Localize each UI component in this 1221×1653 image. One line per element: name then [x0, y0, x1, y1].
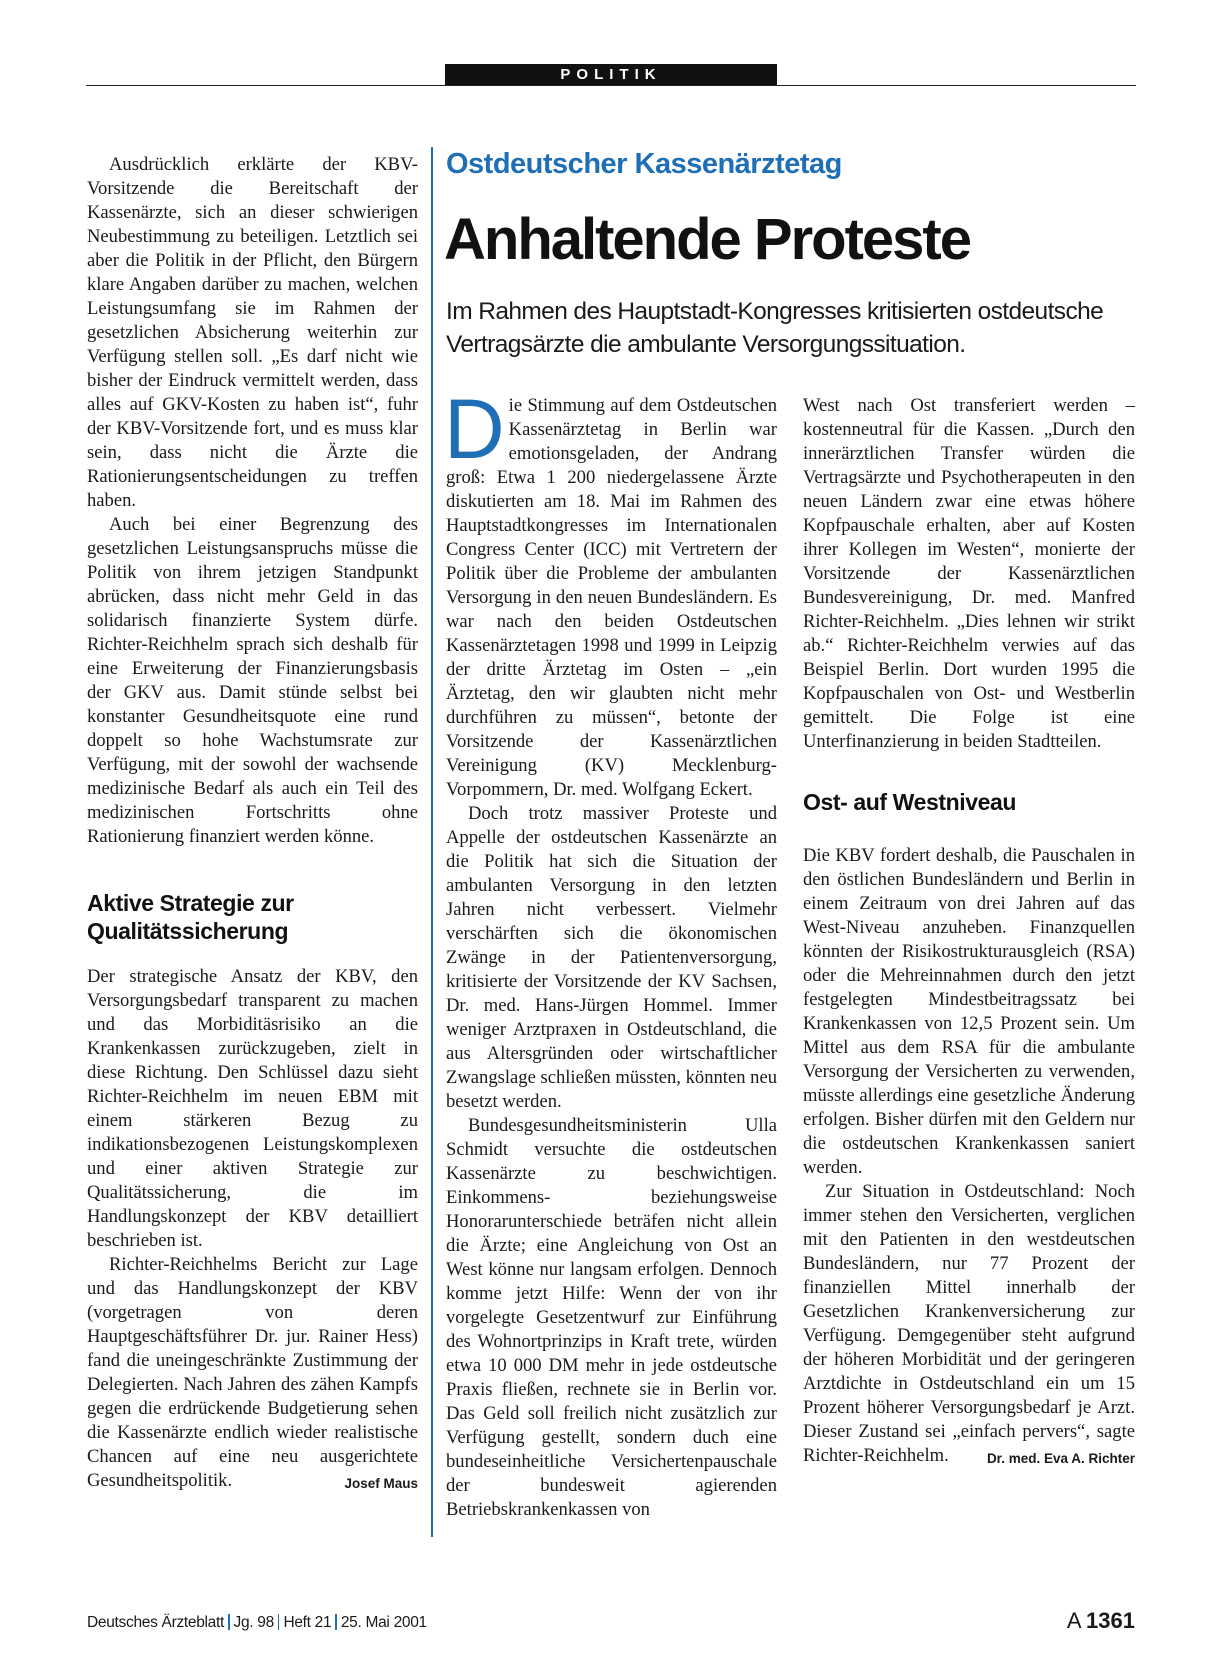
header-rule	[86, 85, 1136, 86]
subheading: Ost- auf Westniveau	[803, 789, 1017, 815]
body-paragraph: Auch bei einer Begrenzung des gesetzlichen Leistungsanspruchs müsse die Politik von ihrem jetzigen Standpunkt abrücken, dass nicht mehr Geld in das solidarisch finanzierte System dürfe. Richter-Reichhelm sprach sich deshalb für eine Erweiterung der Finanzierungsbasis der GKV aus. Damit stünde selbst bei konstanter Gesundheitsquote eine rund doppelt so hohe Wachstumsrate zur Verfügung, mit der sowohl der wachsende medizinische Bedarf als auch ein Teil des medizinischen Fortschritts ohne Rationierung finanziert werden könne.	[87, 514, 418, 847]
footer-separator	[228, 1614, 230, 1630]
right-column	[803, 394, 1135, 1471]
body-text: Richter-Reichhelms Bericht zur Lage und das Handlungskonzept der KBV (vorgetragen von deren Hauptgeschäftsführer Dr. jur. Rainer Hess) fand die uneingeschränkte Zustimmung der Delegierten. Nach Jahren des zähen Kampfs gegen die erdrückende Budgetierung sehen die Kassenärzte endlich wieder realistische Chancen auf eine neu ausgerichtete Gesundheitspolitik.	[87, 1254, 418, 1491]
body-paragraph: Die KBV fordert deshalb, die Pauschalen in den östlichen Bundesländern und Berlin in einem Zeitraum von drei Jahren auf das West-Niveau anzuheben. Finanzquellen könnten der Risikostrukturausgleich (RSA) oder die Mehreinnahmen durch den jetzt festgelegten Mindestbeitragssatz bei Krankenkassen von 12,5 Prozent sein. Um Mittel aus dem RSA für die ambulante Versorgung der Versicherten zu verwenden, müsste allerdings eine gesetzliche Änderung erfolgen. Bisher dürfen mit den Geldern nur die ostdeutschen Krankenkassen saniert werden.	[803, 845, 1135, 1178]
article-kicker: Ostdeutscher Kassenärztetag	[446, 148, 842, 180]
body-paragraph	[87, 1253, 418, 1493]
body-paragraph: Ausdrücklich erklärte der KBV-Vorsitzende die Bereitschaft der Kassenärzte, sich an dieser schwierigen Neubestimmung zu beteiligen. Letztlich sei aber die Politik in der Pflicht, den Bürgern klare Angaben darüber zu machen, welchen Leistungsumfang sie im Rahmen der gesetzlichen Absicherung weiterhin zur Verfügung stellen soll. „Es darf nicht wie bisher der Eindruck vermittelt werden, dass alles auf GKV-Kosten zu haben ist“, fuhr der KBV-Vorsitzende fort, und es muss klar sein, dass nicht die Ärzte die Rationierungsentscheidungen zu treffen haben.	[87, 154, 418, 511]
journal-name: Deutsches Ärzteblatt	[87, 1614, 225, 1631]
drop-cap: D	[444, 382, 505, 476]
footer-citation	[87, 1614, 427, 1632]
author-byline: Dr. med. Eva A. Richter	[986, 1451, 1135, 1466]
left-column	[87, 153, 418, 1496]
body-text: ie Stimmung auf dem Ostdeutschen Kassenärztetag in Berlin war emotionsgeladen, der Andrang groß: Etwa 1 200 niedergelassene Ärzte diskutierten am 18. Mai im Rahmen des Hauptstadtkongresses im Internationalen Congress Center (ICC) mit Vertretern der Politik über die Probleme der ambulanten Versorgung in den neuen Bundesländern. Es war nach den beiden Ostdeutschen Kassenärztetagen 1998 und 1999 in Leipzig der dritte Ärztetag im Osten – „ein Ärztetag, den wir glaubten nicht mehr durchführen zu müssen“, betonte der Vorsitzende der Kassenärztlichen Vereinigung (KV) Mecklenburg-Vorpommern, Dr. med. Wolfgang Eckert.	[446, 395, 777, 800]
article-title: Anhaltende Proteste	[444, 207, 970, 272]
author-byline: Josef Maus	[344, 1476, 418, 1491]
journal-date: 25. Mai 2001	[340, 1614, 427, 1631]
page-prefix: A	[1066, 1608, 1082, 1633]
journal-issue: Heft 21	[283, 1614, 332, 1631]
journal-volume: Jg. 98	[233, 1614, 274, 1631]
body-paragraph: Der strategische Ansatz der KBV, den Versorgungsbedarf transparent zu machen und das Morbiditäsrisiko an die Krankenkassen zurückzugeben, zielt in diese Richtung. Den Schlüssel dazu sieht Richter-Reichhelm im neuen EBM mit einem stärkeren Bezug zu indikationsbezogenen Leistungskomplexen und einer aktiven Strategie zur Qualitätssicherung, die im Handlungskonzept der KBV detailliert beschrieben ist.	[87, 966, 418, 1251]
section-label: POLITIK	[445, 64, 777, 85]
body-text: Zur Situation in Ostdeutschland: Noch immer stehen den Versicherten, verglichen mit den Patienten in den westdeutschen Bundesländern, nur 77 Prozent der finanziellen Mittel innerhalb der Gesetzlichen Krankenversicherung zur Verfügung. Demgegenüber steht aufgrund der höheren Morbidität und der geringeren Arztdichte in Ostdeutschland ein um 15 Prozent höherer Versorgungsbedarf je Arzt. Dieser Zustand sei „einfach pervers“, sagte Richter-Reichhelm.	[803, 1181, 1135, 1466]
column-divider	[431, 147, 433, 1537]
article-dek: Im Rahmen des Hauptstadt-Kongresses kritisierten ostdeutsche Vertragsärzte die ambulante Versorgungssituation.	[446, 298, 1104, 358]
middle-column	[444, 382, 777, 1522]
subheading: Aktive Strategie zur Qualitätssicherung	[87, 890, 294, 944]
page-number-value: 1361	[1086, 1608, 1135, 1633]
lead-paragraph	[444, 382, 777, 802]
footer-separator	[278, 1614, 280, 1630]
footer-separator	[335, 1614, 337, 1630]
body-paragraph: West nach Ost transferiert werden – kostenneutral für die Kassen. „Durch den innerärztlichen Transfer würden die Vertragsärzte und Psychotherapeuten in den neuen Ländern zwar eine etwas höhere Kopfpauschale erhalten, aber auf Kosten ihrer Kollegen im Westen“, monierte der Vorsitzende der Kassenärztlichen Bundesvereinigung, Dr. med. Manfred Richter-Reichhelm. „Dies lehnen wir strikt ab.“ Richter-Reichhelm verwies auf das Beispiel Berlin. Dort wurden 1995 die Kopfpauschalen von Ost- und Westberlin gemittelt. Die Folge ist eine Unterfinanzierung in beiden Stadtteilen.	[803, 395, 1135, 752]
body-paragraph: Bundesgesundheitsministerin Ulla Schmidt versuchte die ostdeutschen Kassenärzte zu beschwichtigen. Einkommens- beziehungsweise Honorarunterschiede beträfen nicht allein die Ärzte; eine Angleichung von Ost an West könne nur langsam erfolgen. Dennoch komme jetzt Hilfe: Wenn der von ihr vorgelegte Gesetzentwurf zur Einführung des Wohnortprinzips in Kraft trete, würden etwa 10 000 DM mehr in jede ostdeutsche Praxis fließen, rechnete sie in Berlin vor. Das Geld soll freilich nicht zusätzlich zur Verfügung gestellt, sondern duch eine bundeseinheitliche Versichertenpauschale der bundesweit agierenden Betriebskrankenkassen von	[446, 1115, 777, 1520]
body-paragraph	[803, 1180, 1135, 1468]
page-number	[1067, 1608, 1135, 1634]
body-paragraph: Doch trotz massiver Proteste und Appelle der ostdeutschen Kassenärzte an die Politik hat sich die Situation der ambulanten Versorgung in den letzten Jahren nicht verbessert. Vielmehr verschärften sich die ökonomischen Zwänge in der Patientenversorgung, kritisierte der Vorsitzende der KV Sachsen, Dr. med. Hans-Jürgen Hommel. Immer weniger Arztpraxen in Ostdeutschland, die aus Altersgründen oder wirtschaftlicher Zwangslage schließen müssten, könnten neu besetzt werden.	[446, 803, 777, 1112]
